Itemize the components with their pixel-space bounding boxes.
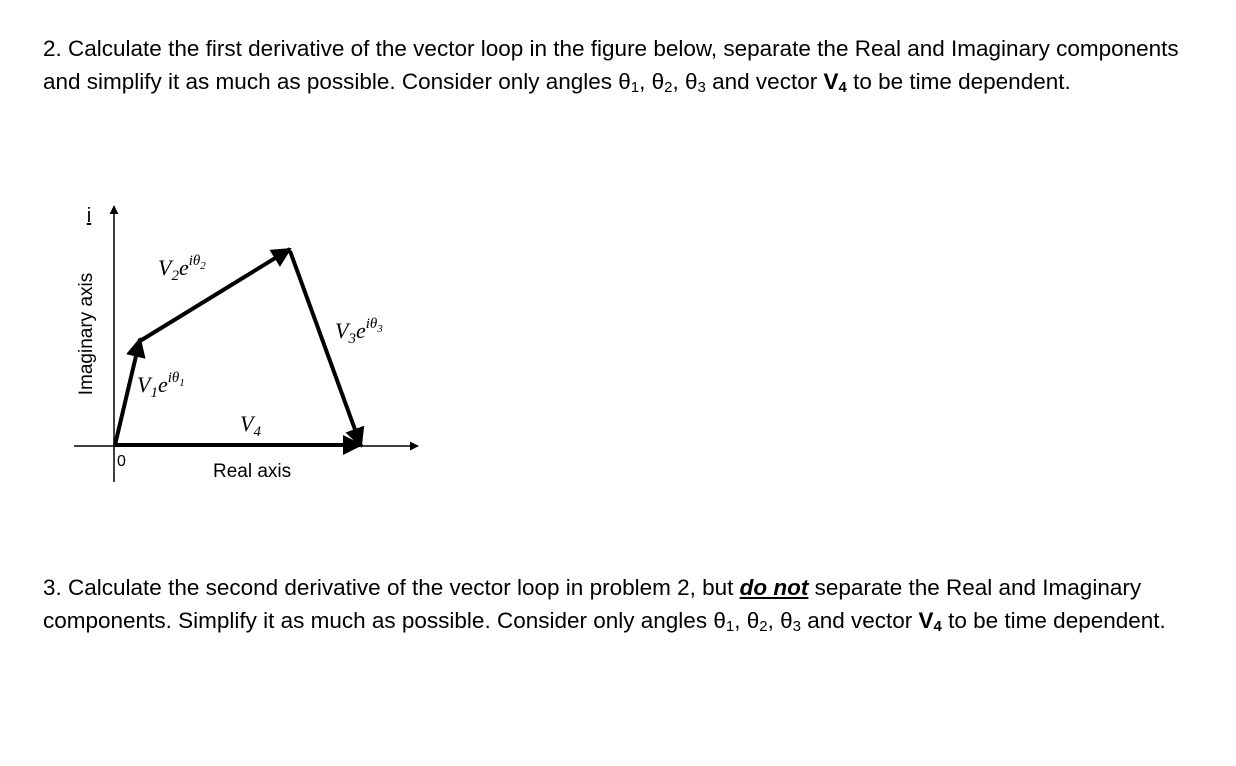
problem-3-text: 3. Calculate the second derivative of the vector loop in problem 2, but do not separate the Real and Imaginary components. Simplify it as much as possible. Consider only angles $\theta_1$, $\theta_2$, $\theta_3$ and vector $V_4$ to be time dependent. [43, 575, 1166, 635]
vector-v3 [290, 251, 361, 446]
problem-2-text: 2. Calculate the first derivative of the vector loop in the figure below, separate the Real and Imaginary components and simplify it as much as possible. Consider only angles $\theta_1$, $\theta_2$, $\theta_3$ and vector $V_4$ to be time dependent. [43, 36, 1179, 96]
vector-v4-label: $V_4$ [823, 68, 847, 96]
vector-v4-label-2: $V_4$ [918, 607, 942, 635]
real-axis-label: Real axis [213, 461, 292, 482]
imaginary-unit-label: i [86, 205, 92, 227]
v2-label: $V_2e^{i\theta}2$ [158, 253, 206, 284]
v4-label: $V_4$ [240, 411, 261, 440]
origin-label: 0 [117, 453, 126, 470]
imaginary-axis-label: Imaginary axis [76, 272, 97, 396]
v1-label: $V_1e^{i\theta}1$ [137, 370, 185, 401]
v3-label: $V_3e^{i\theta}3$ [335, 316, 383, 347]
emphasis-do-not: do not [739, 575, 809, 600]
vector-loop-figure [0, 180, 460, 510]
